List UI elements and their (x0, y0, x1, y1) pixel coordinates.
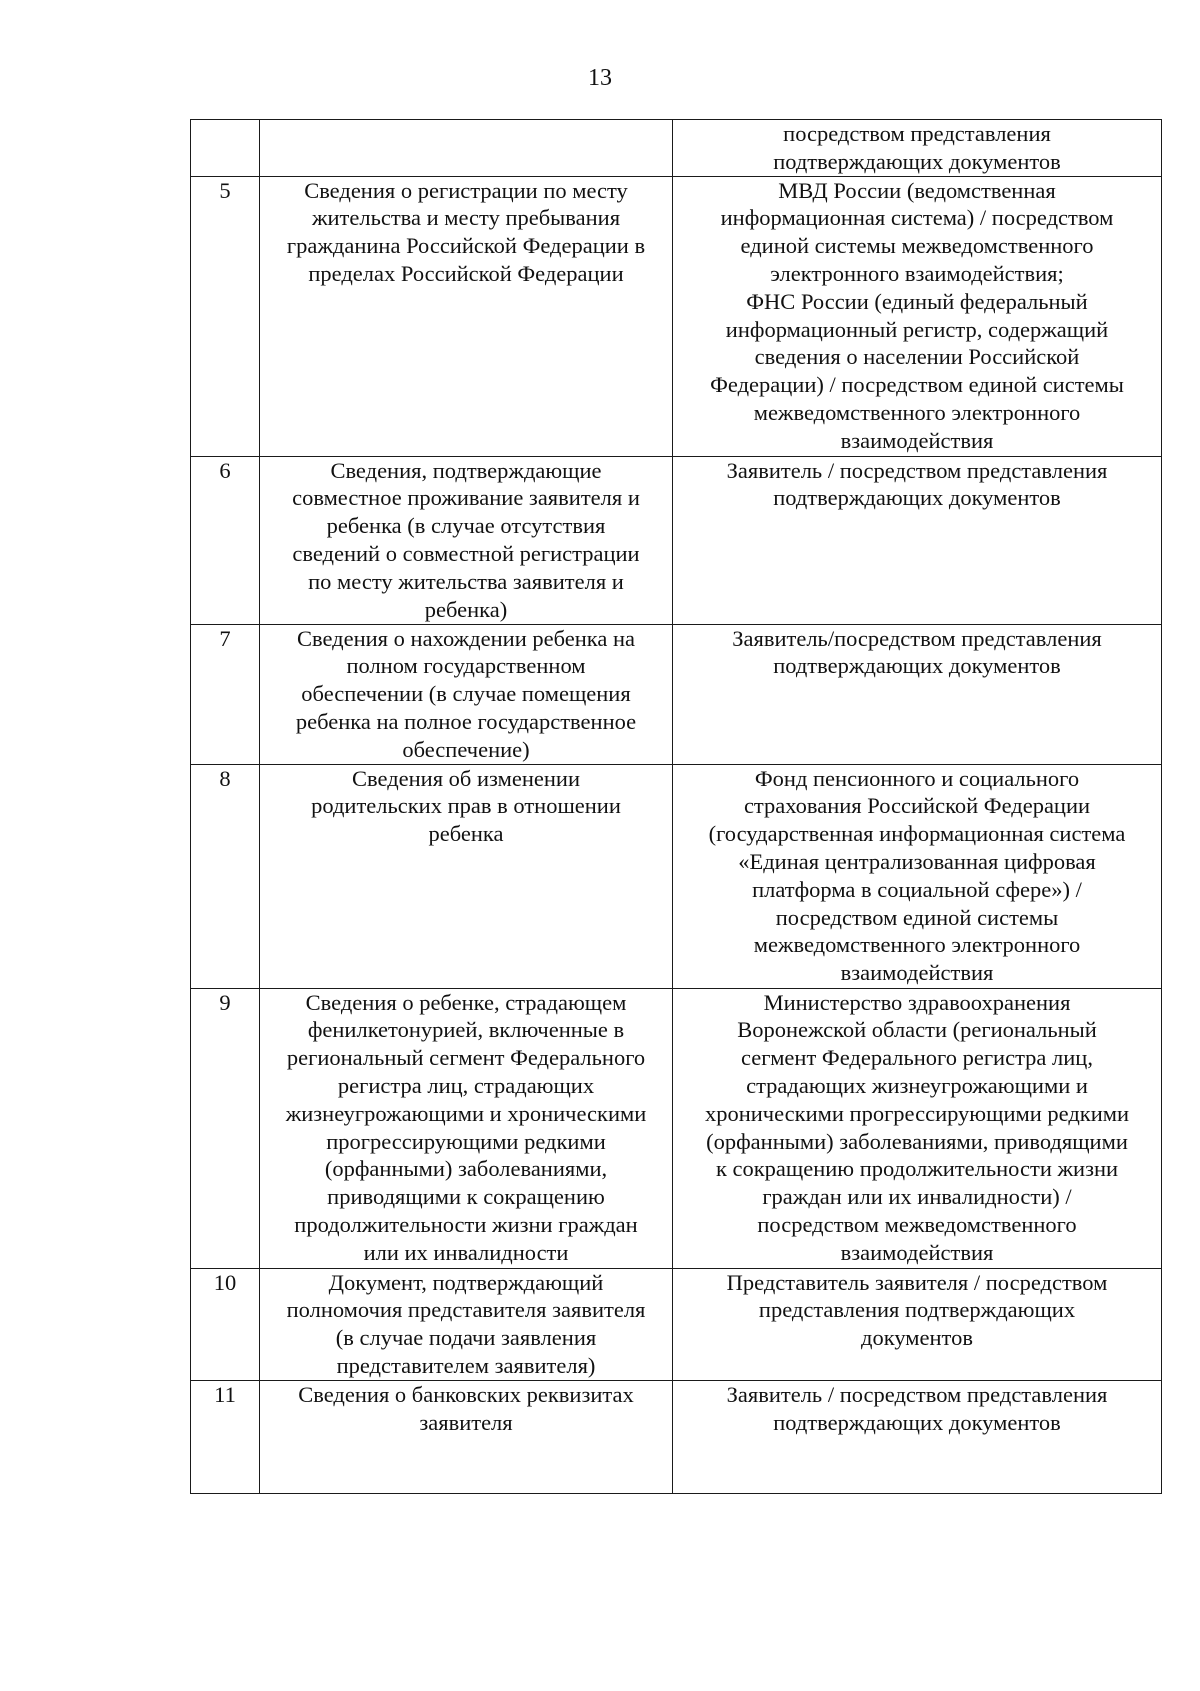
source-cell (673, 624, 1162, 764)
info-cell (260, 1380, 673, 1493)
row-number: 11 (214, 1381, 236, 1407)
table-row (191, 624, 1162, 764)
documents-table (190, 119, 1162, 1494)
row-number-cell (191, 1380, 260, 1493)
source-cell (673, 1380, 1162, 1493)
row-number-cell (191, 176, 260, 456)
table-row (191, 120, 1162, 177)
info-cell (260, 456, 673, 624)
row-number-cell (191, 1268, 260, 1380)
source-text: Заявитель/посредством представления подтверждающих документов (732, 625, 1102, 679)
row-number-cell (191, 120, 260, 177)
page-number: 13 (588, 65, 612, 91)
source-text: Фонд пенсионного и социального страхования Российской Федерации (государственная информационная система «Единая централизованная цифровая платформа в социальной сфере») / посредством единой системы межведомственного электронного взаимодействия (708, 765, 1126, 986)
table-row (191, 764, 1162, 988)
source-text: Представитель заявителя / посредством представления подтверждающих документов (726, 1269, 1108, 1351)
info-text: Документ, подтверждающий полномочия представителя заявителя (в случае подачи заявления представителем заявителя) (286, 1269, 646, 1378)
source-cell (673, 456, 1162, 624)
row-number: 6 (219, 457, 231, 483)
info-text: Сведения об изменении родительских прав в отношении ребенка (311, 765, 621, 847)
info-text: Сведения о ребенке, страдающем фенилкетонурией, включенные в региональный сегмент Федерального регистра лиц, страдающих жизнеугрожающими и хроническими прогрессирующими редкими (орфанными) заболеваниями, приводящими к сокращению продолжительности жизни граждан или их инвалидности (285, 989, 647, 1265)
row-number-cell (191, 624, 260, 764)
source-cell (673, 120, 1162, 177)
table-row (191, 456, 1162, 624)
row-number: 8 (219, 765, 231, 791)
row-number: 9 (219, 989, 231, 1015)
table-row (191, 1380, 1162, 1493)
info-cell (260, 988, 673, 1268)
info-cell (260, 764, 673, 988)
row-number-cell (191, 988, 260, 1268)
source-text: Заявитель / посредством представления подтверждающих документов (726, 457, 1108, 511)
info-cell (260, 120, 673, 177)
info-text: Сведения о банковских реквизитах заявителя (298, 1381, 634, 1435)
source-cell (673, 988, 1162, 1268)
row-number-cell (191, 456, 260, 624)
info-text: Сведения, подтверждающие совместное проживание заявителя и ребенка (в случае отсутствия сведений о совместной регистрации по месту жительства заявителя и ребенка) (292, 457, 640, 622)
table-row (191, 176, 1162, 456)
row-number: 5 (219, 177, 231, 203)
row-number-cell (191, 764, 260, 988)
row-number: 7 (219, 625, 231, 651)
source-text: посредством представления подтверждающих документов (773, 121, 1061, 174)
info-cell (260, 624, 673, 764)
table-row (191, 1268, 1162, 1380)
table-row (191, 988, 1162, 1268)
info-text: Сведения о регистрации по месту жительства и месту пребывания гражданина Российской Федерации в пределах Российской Федерации (286, 177, 646, 286)
source-cell (673, 176, 1162, 456)
row-number: 10 (213, 1269, 237, 1295)
source-cell (673, 764, 1162, 988)
source-cell (673, 1268, 1162, 1380)
source-text: Министерство здравоохранения Воронежской области (региональный сегмент Федерального регистра лиц, страдающих жизнеугрожающими и хроническими прогрессирующими редкими (орфанными) заболеваниями, приводящими к сокращению продолжительности жизни граждан или их инвалидности) / посредством межведомственного взаимодействия (704, 989, 1130, 1265)
info-text: Сведения о нахождении ребенка на полном государственном обеспечении (в случае помещения ребенка на полное государственное обеспечение) (295, 625, 637, 762)
info-cell (260, 176, 673, 456)
source-text: МВД России (ведомственная информационная система) / посредством единой системы межведомственного электронного взаимодействия; ФНС России (единый федеральный информационный регистр, содержащий сведения о населении Российской Федерации) / посредством единой системы межведомственного электронного взаимодействия (710, 177, 1124, 453)
info-cell (260, 1268, 673, 1380)
source-text: Заявитель / посредством представления подтверждающих документов (726, 1381, 1108, 1435)
